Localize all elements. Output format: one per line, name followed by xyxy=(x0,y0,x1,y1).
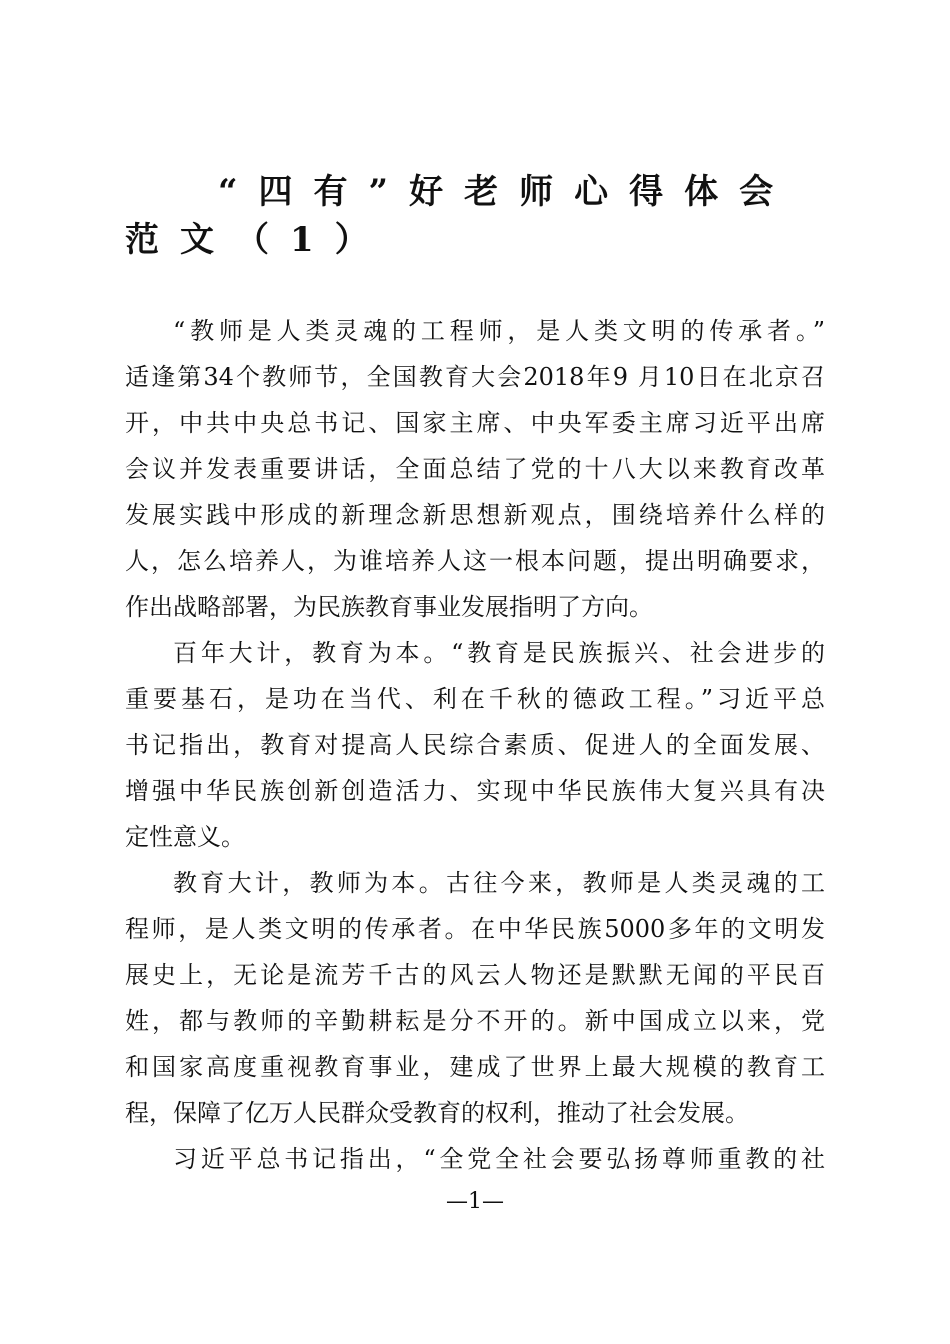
document-title-line-2: 范文（1） xyxy=(125,220,390,260)
paragraph-2-line-2: 重要基石，是功在当代、利在千秋的德政工程。”习近平总 xyxy=(125,685,825,713)
paragraph-1-line-5: 发展实践中形成的新理念新思想新观点，围绕培养什么样的 xyxy=(125,501,825,529)
paragraph-4-line-1: 习近平总书记指出，“全党全社会要弘扬尊师重教的社 xyxy=(173,1145,825,1173)
paragraph-1-line-7: 作出战略部署，为民族教育事业发展指明了方向。 xyxy=(125,593,653,621)
paragraph-2-line-1: 百年大计，教育为本。“教育是民族振兴、社会进步的 xyxy=(173,639,825,667)
paragraph-1-line-2: 适逢第34个教师节，全国教育大会2018年9 月10日在北京召 xyxy=(125,363,825,391)
paragraph-3-line-2: 程师，是人类文明的传承者。在中华民族5000多年的文明发 xyxy=(125,915,825,943)
paragraph-2-line-3: 书记指出，教育对提高人民综合素质、促进人的全面发展、 xyxy=(125,731,825,759)
paragraph-1-line-4: 会议并发表重要讲话，全面总结了党的十八大以来教育改革 xyxy=(125,455,825,483)
page-number: —1— xyxy=(446,1189,504,1214)
paragraph-3-line-3: 展史上，无论是流芳千古的风云人物还是默默无闻的平民百 xyxy=(125,961,825,989)
paragraph-1-line-6: 人，怎么培养人，为谁培养人这一根本问题，提出明确要求， xyxy=(125,547,825,575)
paragraph-2-line-5: 定性意义。 xyxy=(125,823,245,851)
paragraph-1-line-1: “教师是人类灵魂的工程师，是人类文明的传承者。” xyxy=(173,317,825,345)
paragraph-1-line-3: 开，中共中央总书记、国家主席、中央军委主席习近平出席 xyxy=(125,409,825,437)
paragraph-3-line-6: 程，保障了亿万人民群众受教育的权利，推动了社会发展。 xyxy=(125,1099,749,1127)
document-title-line-1: “四有”好老师心得体会 xyxy=(218,172,795,212)
paragraph-2-line-4: 增强中华民族创新创造活力、实现中华民族伟大复兴具有决 xyxy=(125,777,825,805)
paragraph-3-line-5: 和国家高度重视教育事业，建成了世界上最大规模的教育工 xyxy=(125,1053,825,1081)
paragraph-3-line-1: 教育大计，教师为本。古往今来，教师是人类灵魂的工 xyxy=(173,869,825,897)
paragraph-3-line-4: 姓，都与教师的辛勤耕耘是分不开的。新中国成立以来，党 xyxy=(125,1007,825,1035)
